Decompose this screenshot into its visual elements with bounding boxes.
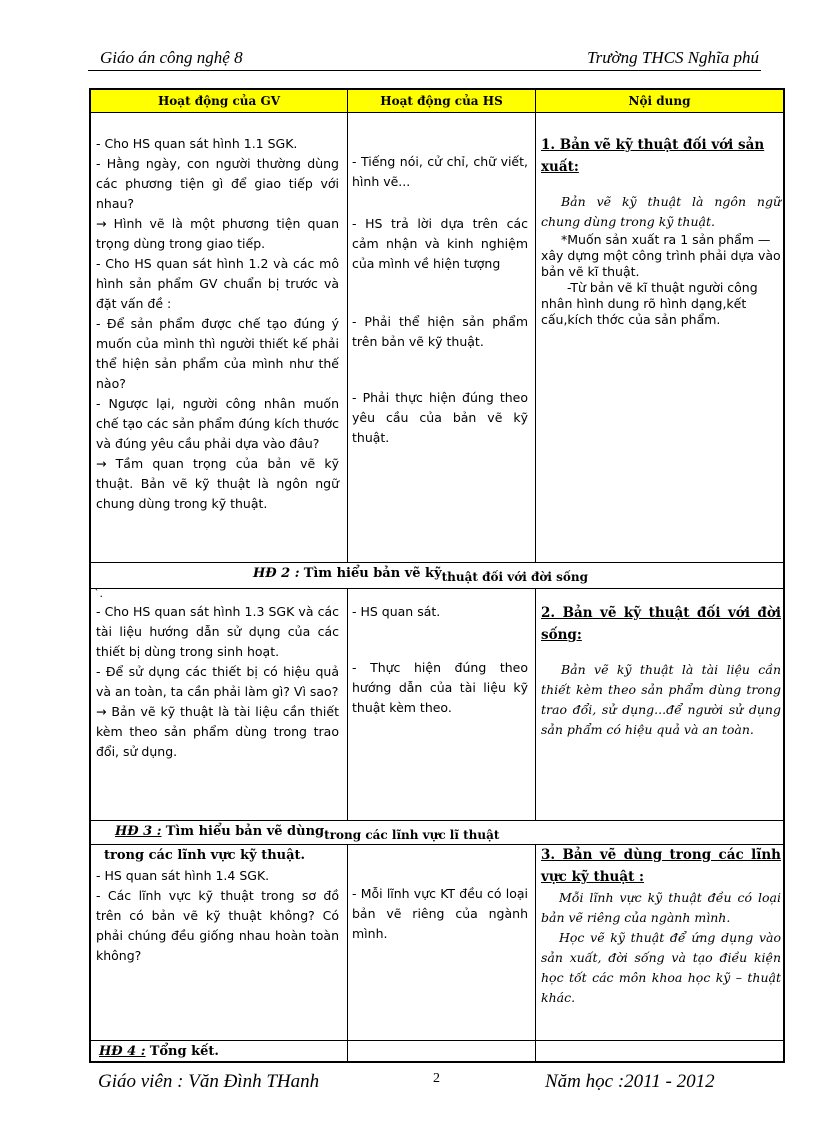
text-line: - HS quan sát hình 1.4 SGK. bbox=[96, 868, 270, 883]
text-line: - Ngược lại, người công nhân muốn chế tạo các sản phẩm đúng kích thước và đúng yêu cầu phải dựa vào đâu? bbox=[96, 396, 339, 451]
text-line: - Cho HS quan sát hình 1.1 SGK. bbox=[96, 136, 298, 151]
text-line: - Mỗi lĩnh vực KT đều có loại bản vẽ riêng của ngành mình. bbox=[352, 886, 528, 941]
divider bbox=[347, 588, 348, 820]
lesson-table bbox=[89, 88, 785, 1063]
row3-hs-cell bbox=[352, 884, 528, 944]
footer-teacher: Giáo viên : Văn Đình THanh bbox=[98, 1071, 320, 1092]
text-line: trong các lĩnh vực kỹ thuật. bbox=[104, 848, 306, 863]
text-line: Bản vẽ kỹ thuật là ngôn ngữ chung dùng trong kỹ thuật. bbox=[541, 194, 781, 229]
text-line: - Hằng ngày, con người thường dùng các phương tiện gì để giao tiếp với nhau? bbox=[96, 156, 339, 211]
section-title: 3. Bản vẽ dùng trong các lĩnh vực kỹ thuật : bbox=[541, 847, 781, 885]
text-line: - Các lĩnh vực kỹ thuật trong sơ đồ trên có bản vẽ kỹ thuật không? Có phải chúng đều giống nhau hoàn toàn không? bbox=[96, 888, 339, 963]
row-rule bbox=[91, 562, 783, 563]
text-line: - Tiếng nói, cử chỉ, chữ viết, hình vẽ... bbox=[352, 154, 528, 189]
text-line: - Phải thực hiện đúng theo yêu cầu của bản vẽ kỹ thuật. bbox=[352, 390, 528, 445]
text-line: - Cho HS quan sát hình 1.3 SGK và các tài liệu hướng dẫn sử dụng của các thiết bị dùng trong sinh hoạt. bbox=[96, 604, 339, 659]
text-line: → Bản vẽ kỹ thuật là tài liệu cần thiết kèm theo sản phẩm dùng trong trao đổi, sử dụng. bbox=[96, 704, 339, 759]
text-line: - Cho HS quan sát hình 1.2 và các mô hình sản phẩm GV chuẩn bị trước và đặt vấn đề : bbox=[96, 256, 339, 311]
row2-gv-cell bbox=[96, 602, 339, 762]
section-title: 1. Bản vẽ kỹ thuật đối với sản xuất: bbox=[541, 137, 765, 175]
divider bbox=[535, 588, 536, 820]
text-line: - HS quan sát. bbox=[352, 604, 441, 619]
activity-4-heading: HĐ 4 : Tổng kết. bbox=[99, 1044, 219, 1059]
section-title: 2. Bản vẽ kỹ thuật đối với đời sống: bbox=[541, 605, 781, 643]
text-line: - HS trả lời dựa trên các cảm nhận và kinh nghiệm của mình về hiện tượng bbox=[352, 216, 528, 271]
footer-year: Năm học :2011 - 2012 bbox=[545, 1071, 715, 1092]
header-left: Giáo án công nghệ 8 bbox=[100, 48, 243, 67]
col-header-gv: Hoạt động của GV bbox=[91, 90, 347, 113]
row2-mark: `. bbox=[94, 587, 103, 600]
text-line: - Thực hiện đúng theo hướng dẫn của tài liệu kỹ thuật kèm theo. bbox=[352, 660, 528, 715]
activity-2-heading: HĐ 2 : Tìm hiểu bản vẽ kỹthuật đối với đời sống bbox=[253, 566, 588, 584]
activity-3-heading: HĐ 3 : Tìm hiểu bản vẽ dùngtrong các lĩnh vực lĩ thuật bbox=[115, 824, 500, 842]
text-line: Mỗi lĩnh vực kỹ thuật đều có loại bản vẽ riêng của ngành mình. bbox=[541, 890, 781, 925]
page-number: 2 bbox=[433, 1071, 440, 1086]
col-header-hs: Hoạt động của HS bbox=[348, 90, 535, 113]
text-line: → Tầm quan trọng của bản vẽ kỹ thuật. Bản vẽ kỹ thuật là ngôn ngữ chung dùng trong kỹ thuật. bbox=[96, 456, 339, 511]
text-line: Bản vẽ kỹ thuật là tài liệu cần thiết kèm theo sản phẩm dùng trong trao đổi, sử dụng...để người sử dụng sản phẩm có hiệu quả và an toàn. bbox=[541, 662, 781, 737]
col-header-nd: Nội dung bbox=[536, 90, 783, 113]
text-line: → Hình vẽ là một phương tiện quan trọng dùng trong giao tiếp. bbox=[96, 216, 339, 251]
text-line: *Muốn sản xuất ra 1 sản phẩm — xây dựng một công trình phải dựa vào bản vẽ kĩ thuật. bbox=[541, 232, 781, 279]
row1-gv-cell bbox=[96, 134, 339, 514]
header-rule bbox=[88, 70, 761, 71]
text-line: Học vẽ kỹ thuật để ứng dụng vào sản xuất, đời sống và tạo điều kiện học tốt các môn khoa học kỹ – thuật khác. bbox=[541, 930, 781, 1005]
row3-gv-cell bbox=[96, 846, 339, 966]
row1-hs-cell bbox=[352, 152, 528, 448]
divider bbox=[347, 844, 348, 1061]
row-rule bbox=[91, 1040, 783, 1041]
text-line: - Để sử dụng các thiết bị có hiệu quả và an toàn, ta cần phải làm gì? Vì sao? bbox=[96, 664, 339, 699]
row2-nd-cell bbox=[541, 602, 781, 740]
divider bbox=[347, 90, 348, 562]
text-line: - Để sản phẩm được chế tạo đúng ý muốn của mình thì người thiết kế phải thể hiện sản phẩm của mình như thế nào? bbox=[96, 316, 339, 391]
header-right: Trường THCS Nghĩa phú bbox=[587, 48, 759, 67]
row-rule bbox=[91, 588, 783, 589]
text-line: - Phải thể hiện sản phẩm trên bản vẽ kỹ thuật. bbox=[352, 314, 528, 349]
divider bbox=[535, 844, 536, 1061]
row1-nd-cell bbox=[541, 134, 781, 328]
row-rule bbox=[91, 820, 783, 821]
row3-nd-cell bbox=[541, 844, 781, 1008]
text-line: -Từ bản vẽ kĩ thuật người công nhân hình dung rõ hình dạng,kết cấu,kích thớc của sản phẩm. bbox=[541, 280, 758, 327]
divider bbox=[535, 90, 536, 562]
row2-hs-cell bbox=[352, 602, 528, 718]
